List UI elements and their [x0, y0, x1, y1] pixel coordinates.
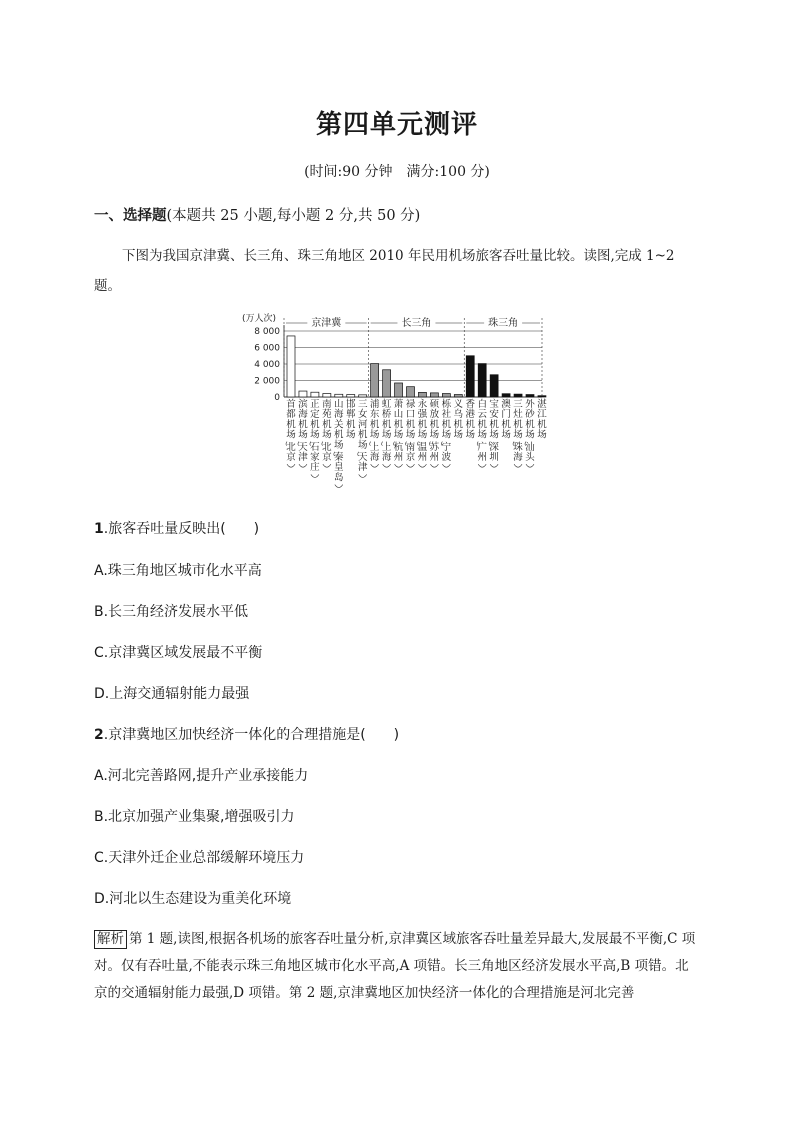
- x-label-char: 机: [393, 419, 404, 431]
- x-label-city-char: 京: [405, 452, 416, 463]
- x-label-char: 放: [429, 409, 440, 421]
- x-label-city-char: 海: [513, 452, 523, 463]
- x-label-city-char: 京: [286, 452, 296, 463]
- x-label-city-char: 宁: [441, 441, 452, 453]
- x-label-city-char: 南: [405, 441, 416, 453]
- bar: [526, 395, 534, 397]
- bar: [454, 395, 462, 397]
- x-label-char: 场: [357, 439, 368, 451]
- section-note: (本题共 25 小题,每小题 2 分,共 50 分): [166, 208, 421, 224]
- x-label-city-char: 广: [477, 441, 487, 453]
- q1-option-c: C.京津冀区域发展最不平衡: [94, 645, 263, 661]
- bar: [395, 383, 403, 397]
- x-label-char: 场: [298, 429, 308, 441]
- x-label-char: 云: [477, 409, 487, 421]
- x-label-city-char: 上: [369, 441, 380, 453]
- x-label-char: 苑: [322, 409, 332, 421]
- x-label-char: 桥: [381, 409, 392, 421]
- x-label-char: 机: [525, 419, 535, 431]
- x-label-char: 场: [286, 429, 296, 441]
- region-label: 珠三角: [488, 318, 519, 329]
- analysis-tag: 解析: [94, 930, 127, 949]
- x-label-char: 场: [322, 429, 332, 441]
- x-label-char: 场: [310, 429, 320, 441]
- x-label-char: 乌: [453, 409, 464, 421]
- x-label-char: 栎: [441, 399, 452, 410]
- x-label-char: 机: [405, 419, 416, 431]
- x-label-city-char: 温: [417, 441, 428, 453]
- airport-passenger-chart: [240, 310, 550, 500]
- x-label-char: 机: [369, 419, 380, 431]
- bar: [335, 394, 343, 397]
- x-label-char: 河: [357, 419, 368, 431]
- region-label: 京津冀: [311, 318, 342, 329]
- x-label-char: 浦: [369, 399, 380, 410]
- x-label-char: 场: [441, 429, 452, 441]
- x-label-char: 灶: [513, 409, 523, 421]
- bar: [287, 336, 295, 397]
- analysis-text: 第 1 题,读图,根据各机场的旅客吞吐量分析,京津冀区域旅客吞吐量差异最大,发展最不平衡,C 项对。仅有吞吐量,不能表示珠三角地区城市化水平高,A 项错。长三角地区经济发展水平高,B 项错。北京的交通辐射能力最强,D 项错。第 2 题,京津冀地区加快经济一体化的合理措施是河北完善: [94, 931, 696, 1001]
- x-label-city-char: 秦: [334, 452, 344, 463]
- x-label-char: 机: [298, 419, 308, 431]
- x-label-char: 机: [513, 419, 523, 431]
- x-label-char: 场: [393, 429, 404, 441]
- x-label-char: 砂: [525, 409, 535, 421]
- bar: [514, 394, 522, 397]
- x-label-char: 海: [334, 409, 344, 421]
- x-label-char: 场: [429, 429, 440, 441]
- x-label-char: 萧: [393, 399, 404, 410]
- x-label-city-char: 上: [381, 441, 392, 453]
- x-label-char: 机: [453, 419, 464, 431]
- x-label-char: 机: [345, 419, 356, 431]
- x-label-city-char: 岛: [334, 472, 344, 484]
- x-label-char: 女: [357, 409, 368, 421]
- x-label-city-char: 石: [310, 441, 320, 453]
- x-label-char: 机: [357, 429, 368, 441]
- x-label-char: 南: [322, 399, 332, 410]
- x-label-char: 安: [489, 409, 499, 421]
- bar: [466, 356, 474, 397]
- x-label-char: 澳: [501, 399, 511, 410]
- bar: [347, 395, 355, 397]
- x-label-city-char: 州: [477, 452, 487, 463]
- x-label-char: 白: [477, 399, 487, 410]
- x-label-char: 机: [381, 419, 392, 431]
- x-label-city-char: 海: [369, 452, 380, 463]
- bar: [407, 387, 415, 397]
- q1-option-b: B.长三角经济发展水平低: [94, 604, 249, 620]
- x-label-city-char: 头: [525, 452, 535, 463]
- x-label-char: 机: [286, 419, 296, 431]
- bar: [478, 364, 486, 397]
- x-label-char: 场: [453, 429, 464, 441]
- x-label-city-char: 家: [310, 452, 320, 463]
- x-label-char: 场: [525, 429, 535, 441]
- x-label-char: 机: [489, 419, 499, 431]
- x-label-city-char: 珠: [513, 441, 523, 453]
- x-label-city-char: 深: [489, 441, 499, 453]
- x-label-city-char: 波: [441, 452, 452, 463]
- x-label-char: 口: [405, 409, 416, 421]
- x-label-city-char: 北: [322, 441, 332, 453]
- x-label-char: 强: [417, 409, 428, 421]
- x-label-char: 滨: [298, 399, 308, 410]
- x-label-char: 场: [417, 429, 428, 441]
- x-label-char: 江: [537, 409, 547, 421]
- x-label-char: 门: [501, 409, 511, 421]
- q2-option-d: D.河北以生态建设为重美化环境: [94, 891, 292, 907]
- q1-option-d: D.上海交通辐射能力最强: [94, 686, 250, 702]
- x-label-city-char: 圳: [489, 452, 499, 463]
- x-label-char: 场: [334, 439, 344, 451]
- x-label-city-char: 州: [429, 452, 440, 463]
- x-label-char: 场: [381, 429, 392, 441]
- x-label-char: 场: [477, 429, 487, 441]
- x-label-char: 永: [417, 399, 428, 410]
- x-label-char: 机: [310, 419, 320, 431]
- x-label-city-char: 北: [286, 441, 296, 453]
- x-label-char: 机: [441, 419, 452, 431]
- x-label-city-char: 天: [298, 441, 308, 453]
- x-label-char: 首: [286, 399, 296, 410]
- exam-info: (时间:90 分钟 满分:100 分): [304, 164, 490, 180]
- x-label-city-char: 津: [298, 452, 308, 463]
- y-tick-label: 0: [274, 393, 280, 403]
- x-label-char: 定: [310, 409, 320, 421]
- bar: [490, 375, 498, 397]
- x-label-char: 湛: [537, 399, 547, 410]
- x-label-char: 三: [357, 399, 368, 410]
- q2-option-a: A.河北完善路网,提升产业承接能力: [94, 768, 309, 784]
- question-2: [94, 724, 399, 744]
- x-label-char: 禄: [405, 399, 416, 410]
- bar: [430, 393, 438, 397]
- x-label-char: 宝: [489, 399, 499, 410]
- bar: [359, 395, 367, 397]
- x-label-char: 正: [310, 399, 320, 410]
- x-label-char: 场: [537, 429, 547, 441]
- x-label-char: 机: [322, 419, 332, 431]
- y-tick-label: 4 000: [254, 360, 280, 370]
- x-label-city-char: 京: [322, 452, 332, 463]
- x-label-city-char: 州: [417, 452, 428, 463]
- x-label-char: 机: [417, 419, 428, 431]
- x-label-char: 三: [513, 399, 523, 410]
- question-1-stem: .旅客吞吐量反映出( ): [103, 521, 260, 537]
- x-label-char: 海: [298, 409, 308, 421]
- x-label-char: 山: [393, 409, 404, 421]
- x-label-char: 社: [441, 409, 452, 421]
- x-label-char: 东: [369, 409, 380, 421]
- y-tick-label: 2 000: [254, 376, 280, 387]
- y-axis-unit: (万人次): [242, 314, 277, 324]
- region-label: 长三角: [401, 318, 432, 329]
- section-label: 一、选择题: [94, 208, 167, 224]
- x-label-char: 港: [465, 409, 476, 421]
- x-label-char: 场: [405, 429, 416, 441]
- x-label-city-char: 苏: [429, 441, 440, 453]
- bar: [299, 391, 307, 397]
- y-tick-label: 6 000: [254, 343, 280, 354]
- x-label-char: 场: [345, 429, 356, 441]
- question-2-stem: .京津冀地区加快经济一体化的合理措施是( ): [103, 727, 400, 743]
- question-1: [94, 518, 259, 538]
- x-label-char: 场: [369, 429, 380, 441]
- x-label-char: 硕: [429, 399, 440, 410]
- page-title: 第四单元测评: [315, 110, 478, 140]
- x-label-char: 场: [513, 429, 523, 441]
- bar: [383, 370, 391, 397]
- y-tick-label: 8 000: [254, 327, 280, 337]
- x-label-city-char: 天: [357, 452, 368, 463]
- x-label-char: 外: [525, 399, 535, 410]
- bar: [442, 394, 450, 397]
- x-label-char: 场: [501, 429, 511, 441]
- bar: [323, 394, 331, 397]
- x-label-char: 机: [465, 419, 476, 431]
- x-label-char: 邯: [345, 399, 356, 410]
- x-label-char: 场: [489, 429, 499, 441]
- x-label-city-char: 津: [357, 462, 368, 474]
- q1-option-a: A.珠三角地区城市化水平高: [94, 563, 262, 579]
- section-heading: [94, 204, 420, 225]
- x-label-char: 机: [537, 419, 547, 431]
- x-label-char: 香: [465, 399, 476, 410]
- x-label-char: 关: [334, 419, 344, 431]
- bar: [502, 394, 510, 397]
- q2-option-c: C.天津外迁企业总部缓解环境压力: [94, 850, 305, 866]
- x-label-char: 虹: [381, 399, 392, 410]
- x-label-char: 郸: [345, 409, 356, 421]
- x-label-city-char: 州: [393, 452, 404, 463]
- x-label-char: 场: [465, 429, 476, 441]
- bar: [371, 364, 379, 397]
- x-label-char: 机: [334, 429, 344, 441]
- x-label-city-char: 皇: [334, 462, 344, 474]
- bar: [418, 392, 426, 397]
- x-label-char: 都: [286, 409, 296, 421]
- x-label-city-char: 庄: [310, 462, 320, 474]
- x-label-char: 山: [334, 399, 344, 410]
- x-label-char: 机: [429, 419, 440, 431]
- question-1-number: 1: [94, 521, 104, 537]
- x-label-char: 机: [477, 419, 487, 431]
- x-label-city-char: 汕: [525, 441, 535, 453]
- question-intro: 下图为我国京津冀、长三角、珠三角地区 2010 年民用机场旅客吞吐量比较。读图,完成 1~2 题。: [94, 248, 675, 294]
- x-label-city-char: 杭: [393, 441, 404, 453]
- bar: [311, 392, 319, 397]
- q2-option-b: B.北京加强产业集聚,增强吸引力: [94, 809, 295, 825]
- analysis-block: [94, 926, 698, 1007]
- x-label-char: 机: [501, 419, 511, 431]
- x-label-char: 义: [453, 399, 464, 410]
- question-2-number: 2: [94, 727, 104, 743]
- x-label-city-char: 海: [381, 452, 392, 463]
